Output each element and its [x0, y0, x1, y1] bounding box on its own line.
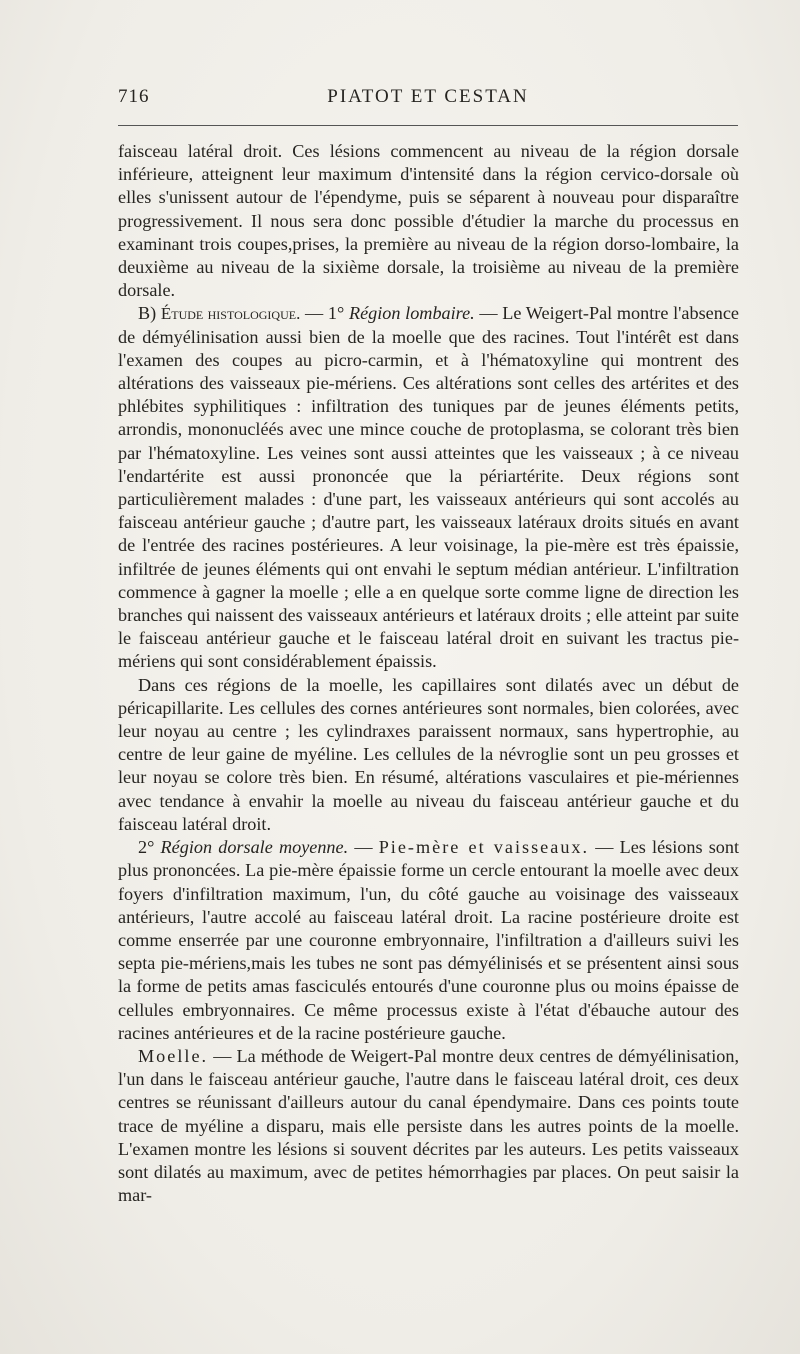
paragraph-1: faisceau latéral droit. Ces lésions commencent au niveau de la région dorsale inférieure, atteignent leur maximum d'intensité dans la région cervico-dorsale où elles s'unissent autour de l'épendyme, puis se séparent à nouveau pour disparaître progressivement. Il nous sera donc possible d'étudier la marche du processus en examinant trois coupes,prises, la première au niveau de la région dorso-lombaire, la deuxième au niveau de la sixième dorsale, la troisième au niveau de la première dorsale.: [118, 141, 739, 301]
paragraph-3: Dans ces régions de la moelle, les capillaires sont dilatés avec un début de péricapillarite. Les cellules des cornes antérieures sont normales, bien colorées, avec leur noyau au centre ; les cylindraxes paraissent normaux, sans hypertrophie, au centre de leur gaine de myéline. Les cellules de la névroglie sont un peu grosses et leur noyau se colore très bien. En résumé, altérations vasculaires et pie-mériennes avec tendance à envahir la moelle au niveau du faisceau antérieur gauche et du faisceau latéral droit.: [118, 674, 739, 834]
subsection-heading: Région lombaire.: [348, 303, 475, 324]
paragraph-2: B) Étude histologique. — 1° Région lombaire. — Le Weigert-Pal montre l'absence de démyélinisation aussi bien de la moelle que des racines. Tout l'intérêt est dans l'examen des coupes au picro-carmin, et à l'hématoxyline qui montrent des altérations des vaisseaux pie-mériens. Ces altérations sont celles des artérites et des phlébites syphilitiques : infiltration des tuniques par de jeunes éléments petits, arrondis, mononucléés avec une mince couche de protoplasma, se colorant très bien par l'hématoxyline. Les veines sont aussi atteintes que les vaisseaux ; à ce niveau l'endartérite est aussi prononcée que la périartérite. Deux régions sont particulièrement malades : d'une part, les vaisseaux antérieurs qui sont accolés au faisceau antérieur gauche ; d'autre part, les vaisseaux latéraux droits situés en avant de l'entrée des racines postérieures. A leur voisinage, la pie-mère est très épaissie, infiltrée de jeunes éléments qui ont envahi le septum médian antérieur. L'infiltration commence à gagner la moelle ; elle a en quelque sorte comme ligne de direction les branches qui naissent des vaisseaux antérieurs et latéraux droits ; elle atteint par suite le faisceau antérieur gauche et le faisceau latéral droit en suivant les tractus pie-mériens qui sont considérablement épaissis.: [118, 303, 739, 672]
header-rule: [118, 125, 738, 126]
paragraph-4: 2° Région dorsale moyenne. — Pie-mère et vaisseaux. — Les lésions sont plus prononcées. La pie-mère épaissie forme un cercle entourant la moelle avec deux foyers d'infiltration maximum, l'un, du côté gauche au voisinage des vaisseaux antérieurs, l'autre accolé au faisceau latéral droit. La racine postérieure droite est comme enserrée par une couronne embryonnaire, l'infiltration a d'ailleurs suivi les septa pie-mériens,mais les tubes ne sont pas démyélinisés et se présentent ainsi sous la forme de petits amas fasciculés entourés d'une couronne plus ou moins épaisse de cellules embryonnaires. Ce même processus existe à l'état d'ébauche autour des racines antérieures et de la racine postérieure gauche.: [118, 837, 740, 1043]
page-number: 716: [118, 86, 150, 107]
paragraph-5: Moelle. — La méthode de Weigert-Pal montre deux centres de démyélinisation, l'un dans le faisceau antérieur gauche, l'autre dans le faisceau latéral droit, ces deux centres se réunissant d'ailleurs autour du canal épendymaire. Dans ces points toute trace de myéline a disparu, mais elle persiste dans les autres points de la moelle. L'examen montre les lésions si souvent décrites par les auteurs. Les petits vaisseaux sont dilatés au maximum, avec de petites hémorrhagies par places. On peut saisir la mar-: [118, 1045, 739, 1206]
running-title: PIATOT ET CESTAN: [327, 86, 529, 107]
section-heading: Étude histologique.: [160, 304, 301, 324]
spaced-heading: Pie-mère et vaisseaux.: [378, 837, 590, 858]
subsection-heading: Région dorsale moyenne.: [160, 837, 349, 858]
spaced-heading: Moelle.: [138, 1045, 209, 1066]
body-text: [118, 140, 739, 1207]
page-header: [118, 86, 738, 114]
